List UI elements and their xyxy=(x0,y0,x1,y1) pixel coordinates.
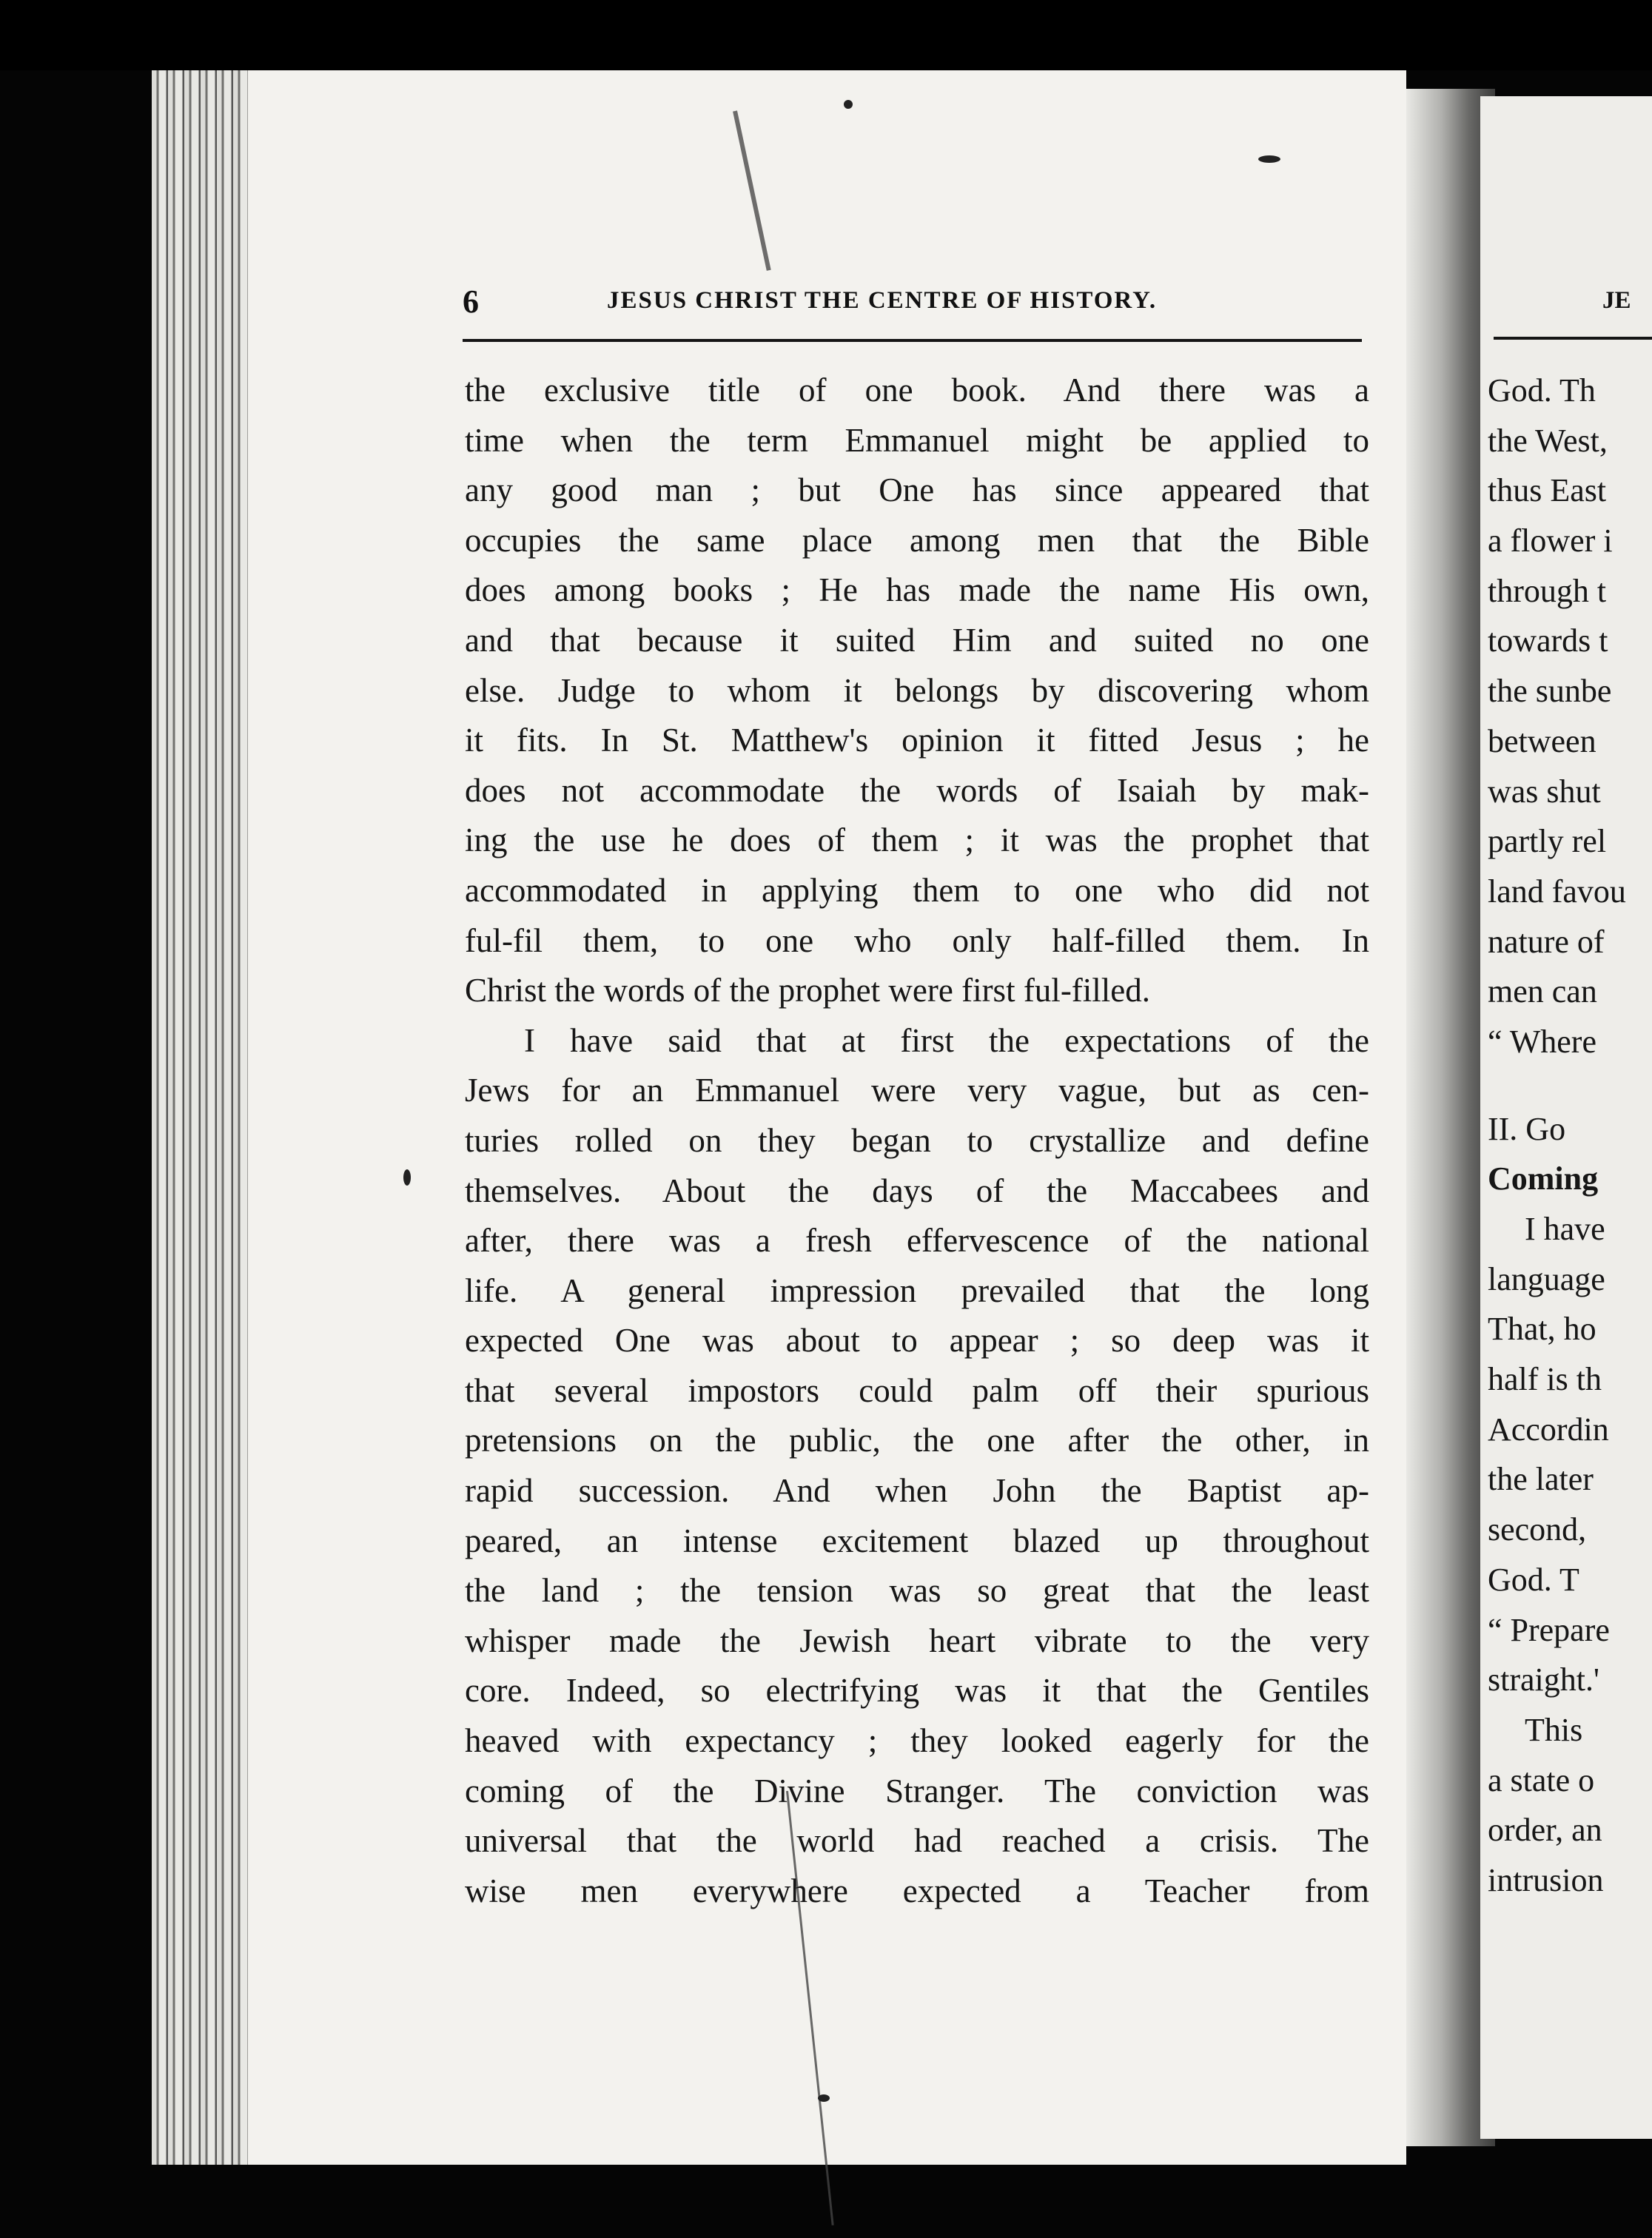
text-line: between xyxy=(1488,722,1596,759)
text-line: universal that the world had reached a crisis. The xyxy=(465,1822,1369,1860)
text-line: was shut xyxy=(1488,773,1601,810)
text-line: else. Judge to whom it belongs by discovering whom xyxy=(465,671,1369,709)
text-line: thus East xyxy=(1488,472,1607,509)
text-line: towards t xyxy=(1488,622,1608,659)
text-line: straight.' xyxy=(1488,1661,1599,1698)
text-line: expected One was about to appear ; so deep was it xyxy=(465,1322,1369,1360)
text-line: core. Indeed, so electrifying was it that the Gentiles xyxy=(465,1672,1369,1710)
text-line: That, ho xyxy=(1488,1311,1596,1348)
text-line: the land ; the tension was so great that the least xyxy=(465,1572,1369,1610)
text-line: I have xyxy=(1525,1211,1605,1247)
text-line: accommodated in applying them to one who did not xyxy=(465,871,1369,909)
text-line: This xyxy=(1525,1711,1583,1748)
text-line: peared, an intense excitement blazed up throughout xyxy=(465,1522,1369,1559)
text-line: language xyxy=(1488,1260,1605,1297)
body-text xyxy=(465,366,1369,1916)
text-line: coming of the Divine Stranger. The conviction was xyxy=(465,1772,1369,1809)
text-line: half is th xyxy=(1488,1361,1602,1398)
running-head-title: JESUS CHRIST THE CENTRE OF HISTORY. xyxy=(607,287,1158,314)
scan-border-top xyxy=(0,0,1652,70)
text-line: the sunbe xyxy=(1488,673,1612,710)
text-line: Accordin xyxy=(1488,1411,1609,1448)
text-line: pretensions on the public, the one after the other, in xyxy=(465,1422,1369,1459)
text-line: order, an xyxy=(1488,1812,1602,1849)
text-line: partly rel xyxy=(1488,823,1607,860)
text-line: heaved with expectancy ; they looked eagerly for the xyxy=(465,1722,1369,1760)
text-line: themselves. About the days of the Maccabees and xyxy=(465,1172,1369,1209)
right-running-head: JE xyxy=(1602,287,1631,314)
text-line: ful-fil them, to one who only half-filled them. In xyxy=(465,921,1369,959)
page-edges xyxy=(152,70,248,2165)
speck xyxy=(1258,155,1280,163)
text-line: occupies the same place among men that the Bible xyxy=(465,521,1369,559)
text-line: the later xyxy=(1488,1461,1594,1498)
text-line: men can xyxy=(1488,973,1597,1010)
text-line: that several impostors could palm off their spurious xyxy=(465,1371,1369,1409)
running-head xyxy=(0,283,1652,320)
header-rule xyxy=(463,339,1362,342)
text-line: land favou xyxy=(1488,873,1626,910)
text-line: wise men everywhere expected a Teacher from xyxy=(465,1872,1369,1909)
text-line: second, xyxy=(1488,1511,1587,1548)
text-line: ing the use he does of them ; it was the prophet that xyxy=(465,821,1369,859)
right-page-text xyxy=(1488,366,1652,1906)
speck xyxy=(403,1169,411,1186)
text-line: the West, xyxy=(1488,422,1608,459)
text-line: does among books ; He has made the name His own, xyxy=(465,571,1369,609)
text-line: it fits. In St. Matthew's opinion it fitted Jesus ; he xyxy=(465,722,1369,759)
text-line: the exclusive title of one book. And there was a xyxy=(465,372,1369,409)
text-line: Christ the words of the prophet were first ful-filled. xyxy=(465,972,1151,1009)
page-number: 6 xyxy=(463,283,479,320)
text-line: God. T xyxy=(1488,1561,1579,1598)
text-line: God. Th xyxy=(1488,372,1596,409)
speck xyxy=(818,2094,830,2102)
text-line: intrusion xyxy=(1488,1861,1604,1898)
text-line: life. A general impression prevailed that the long xyxy=(465,1271,1369,1309)
text-line: nature of xyxy=(1488,923,1605,960)
text-line: turies rolled on they began to crystallize and define xyxy=(465,1121,1369,1159)
text-line: rapid succession. And when John the Baptist ap- xyxy=(465,1472,1369,1510)
section-gap xyxy=(1488,1067,1652,1104)
speck xyxy=(844,100,853,109)
text-line: a state o xyxy=(1488,1761,1595,1798)
text-line: whisper made the Jewish heart vibrate to the very xyxy=(465,1622,1369,1659)
text-line: time when the term Emmanuel might be applied to xyxy=(465,421,1369,459)
text-line: and that because it suited Him and suited no one xyxy=(465,621,1369,659)
text-line: does not accommodate the words of Isaiah by mak- xyxy=(465,771,1369,809)
text-line: I have said that at first the expectations of the xyxy=(524,1021,1369,1059)
text-line: after, there was a fresh effervescence of the national xyxy=(465,1222,1369,1260)
text-line: a flower i xyxy=(1488,522,1613,560)
section-heading: II. Go xyxy=(1488,1110,1566,1147)
text-line: “ Prepare xyxy=(1488,1611,1610,1648)
right-header-rule xyxy=(1494,337,1652,340)
text-line: Jews for an Emmanuel were very vague, but as cen- xyxy=(465,1072,1369,1109)
text-line: through t xyxy=(1488,572,1607,609)
text-line: “ Where xyxy=(1488,1023,1596,1060)
text-line: any good man ; but One has since appeared that xyxy=(465,471,1369,509)
section-heading: Coming xyxy=(1488,1160,1599,1197)
